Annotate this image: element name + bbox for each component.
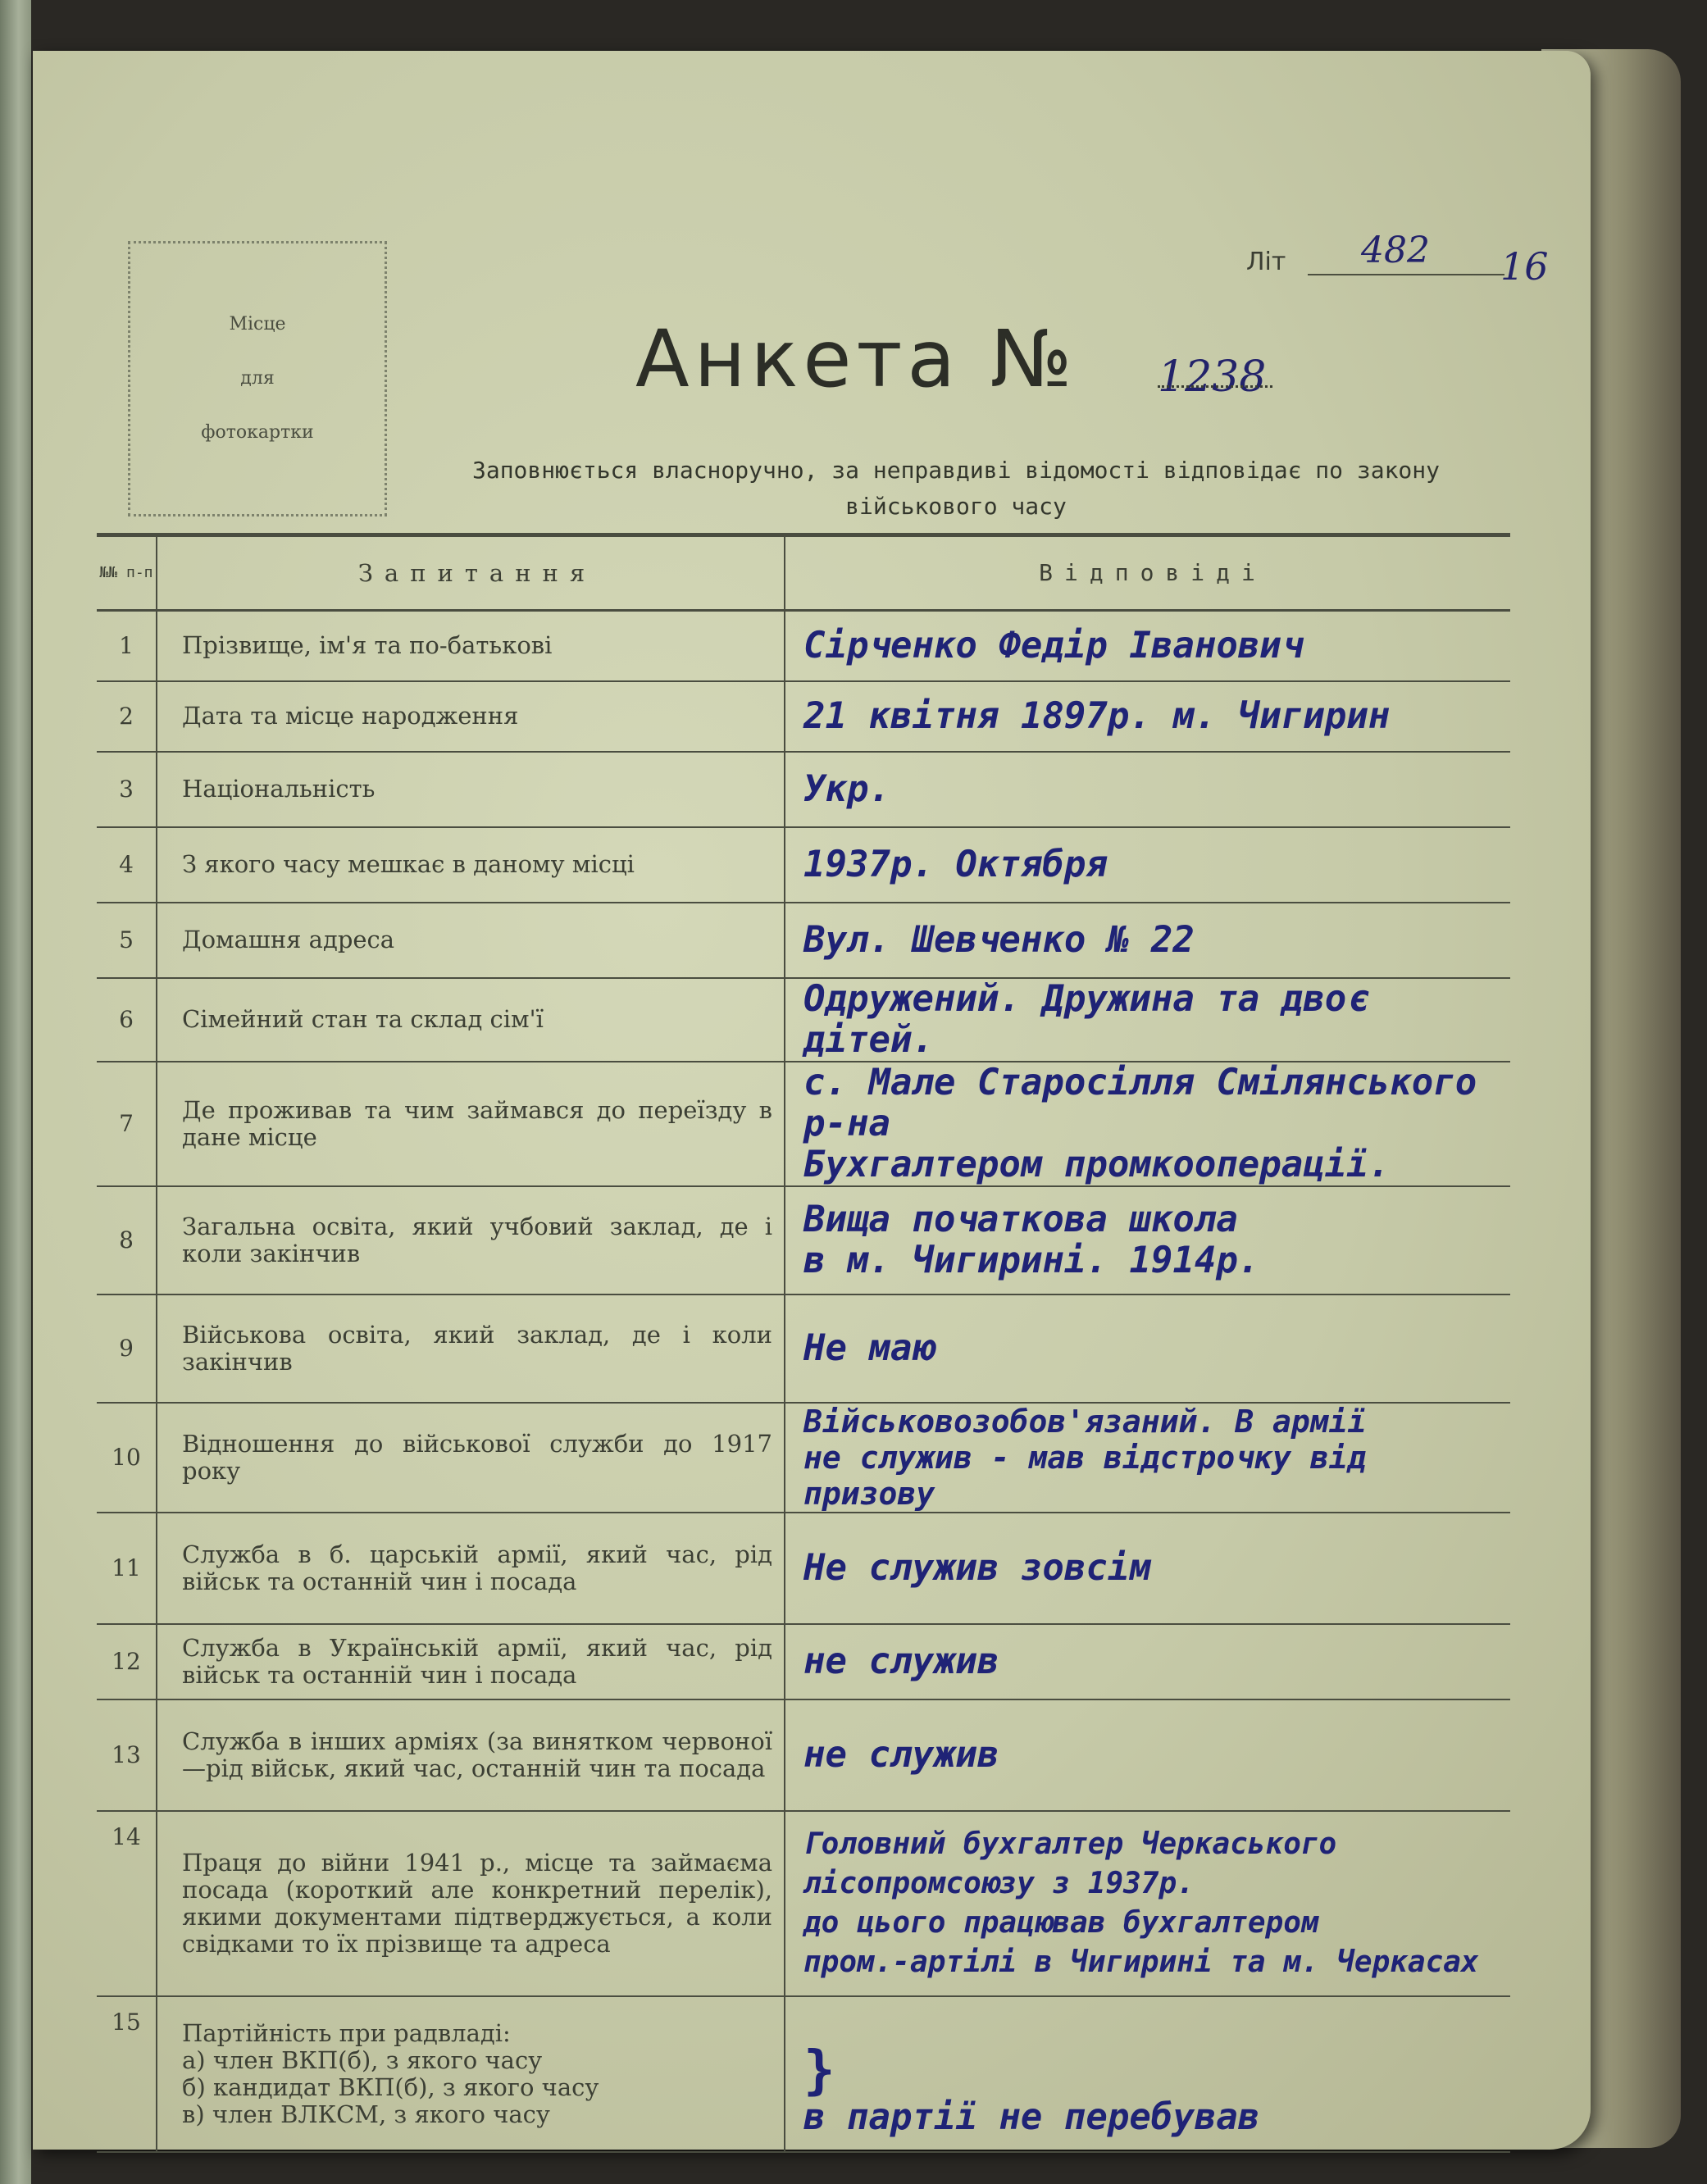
table-row bbox=[97, 1186, 1510, 1294]
row-question: Прізвище, ім'я та по-батькові bbox=[157, 611, 785, 681]
photo-label-2: для bbox=[240, 368, 275, 389]
row-num: 11 bbox=[97, 1513, 157, 1624]
table-row bbox=[97, 1996, 1510, 2152]
form-number-underline bbox=[1158, 385, 1272, 388]
row-answer: 21 квітня 1897р. м. Чигирин bbox=[785, 681, 1510, 752]
row-num: 3 bbox=[97, 752, 157, 827]
row-answer: Одружений. Дружина та двоє дітей. bbox=[785, 978, 1510, 1062]
subtitle: Заповнюється власноручно, за неправдиві відомості відповідає по закону військового часу bbox=[471, 457, 1441, 520]
row-answer: не служив bbox=[785, 1699, 1510, 1811]
table-row bbox=[97, 827, 1510, 903]
photo-placeholder bbox=[128, 241, 387, 516]
header-num: №№ п-п bbox=[97, 535, 157, 611]
row-question: Відношення до військової служби до 1917 року bbox=[157, 1403, 785, 1513]
table-row bbox=[97, 978, 1510, 1062]
table-row bbox=[97, 681, 1510, 752]
row-question: Праця до війни 1941 р., місце та займаєма посада (короткий але конкретний перелік), якими документами підтверджується, а коли свідками то їх прізвище та адреса bbox=[157, 1811, 785, 1996]
table-row bbox=[97, 1699, 1510, 1811]
row-answer: Головний бухгалтер Черкаського лісопромсоюзу з 1937р. до цього працював бухгалтером пром.-артілі в Чигирині та м. Черкасах bbox=[785, 1811, 1510, 1996]
row-question: Сімейний стан та склад сім'ї bbox=[157, 978, 785, 1062]
row-num: 14 bbox=[97, 1811, 157, 1996]
lit-underline bbox=[1308, 274, 1504, 275]
row-answer-text: в партії не перебував bbox=[803, 2096, 1260, 2138]
row-question: Служба в Українській армії, який час, рід військ та останній чин і посада bbox=[157, 1624, 785, 1699]
row-answer: Вища початкова школа в м. Чигирині. 1914р. bbox=[785, 1186, 1510, 1294]
row-num: 13 bbox=[97, 1699, 157, 1811]
questionnaire-table bbox=[97, 533, 1510, 2153]
row-question: Дата та місце народження bbox=[157, 681, 785, 752]
row-answer bbox=[785, 1996, 1510, 2152]
row-num: 9 bbox=[97, 1294, 157, 1403]
row-question: Загальна освіта, який учбовий заклад, де і коли закінчив bbox=[157, 1186, 785, 1294]
row-num: 2 bbox=[97, 681, 157, 752]
row-num: 5 bbox=[97, 903, 157, 978]
row-answer: Вул. Шевченко № 22 bbox=[785, 903, 1510, 978]
table-row bbox=[97, 1624, 1510, 1699]
table-row bbox=[97, 611, 1510, 681]
row-answer: Укр. bbox=[785, 752, 1510, 827]
row-num: 15 bbox=[97, 1996, 157, 2152]
table-row bbox=[97, 752, 1510, 827]
questionnaire-page bbox=[33, 51, 1591, 2150]
photo-label-1: Місце bbox=[229, 314, 286, 334]
row-question: Де проживав та чим займався до переїзду в дане місце bbox=[157, 1062, 785, 1186]
header-question: Запитання bbox=[157, 535, 785, 611]
row-answer: 1937р. Октября bbox=[785, 827, 1510, 903]
row-num: 10 bbox=[97, 1403, 157, 1513]
row-question: З якого часу мешкає в даному місці bbox=[157, 827, 785, 903]
lit-extra: 16 bbox=[1500, 244, 1549, 289]
row-num: 4 bbox=[97, 827, 157, 903]
book-binding bbox=[0, 0, 31, 2184]
form-number: 1238 bbox=[1158, 353, 1267, 402]
table-row bbox=[97, 1062, 1510, 1186]
row-question: Служба в б. царській армії, який час, рід військ та останній чин і посада bbox=[157, 1513, 785, 1624]
row-question: Військова освіта, який заклад, де і коли закінчив bbox=[157, 1294, 785, 1403]
row-num: 8 bbox=[97, 1186, 157, 1294]
row-answer: не служив bbox=[785, 1624, 1510, 1699]
table-row bbox=[97, 1294, 1510, 1403]
row-answer: Не служив зовсім bbox=[785, 1513, 1510, 1624]
row-question: Національність bbox=[157, 752, 785, 827]
page-title: Анкета № bbox=[635, 313, 1077, 405]
table-row bbox=[97, 903, 1510, 978]
row-question: Партійність при радвладі: а) член ВКП(б), з якого часу б) кандидат ВКП(б), з якого часу в) член ВЛКСМ, з якого часу bbox=[157, 1996, 785, 2152]
table-row bbox=[97, 1811, 1510, 1996]
row-num: 7 bbox=[97, 1062, 157, 1186]
row-num: 6 bbox=[97, 978, 157, 1062]
row-answer: с. Мале Старосілля Смілянського р-на Бухгалтером промкооперації. bbox=[785, 1062, 1510, 1186]
table-header-row bbox=[97, 535, 1510, 611]
row-num: 12 bbox=[97, 1624, 157, 1699]
table-row bbox=[97, 1513, 1510, 1624]
row-answer: Військовозобов'язаний. В армії не служив - мав відстрочку від призову bbox=[785, 1403, 1510, 1513]
lit-value: 482 bbox=[1361, 230, 1430, 271]
table-row bbox=[97, 1403, 1510, 1513]
row-question: Служба в інших арміях (за винятком червоної—рід військ, який час, останній чин та посада bbox=[157, 1699, 785, 1811]
lit-label: Літ bbox=[1246, 248, 1286, 276]
row-question: Домашня адреса bbox=[157, 903, 785, 978]
row-answer: Не маю bbox=[785, 1294, 1510, 1403]
photo-label-3: фотокартки bbox=[201, 422, 314, 443]
row-answer: Сірченко Федір Іванович bbox=[785, 611, 1510, 681]
header-answer: Відповіді bbox=[785, 535, 1510, 611]
row-num: 1 bbox=[97, 611, 157, 681]
brace-mark: } bbox=[803, 2041, 835, 2101]
